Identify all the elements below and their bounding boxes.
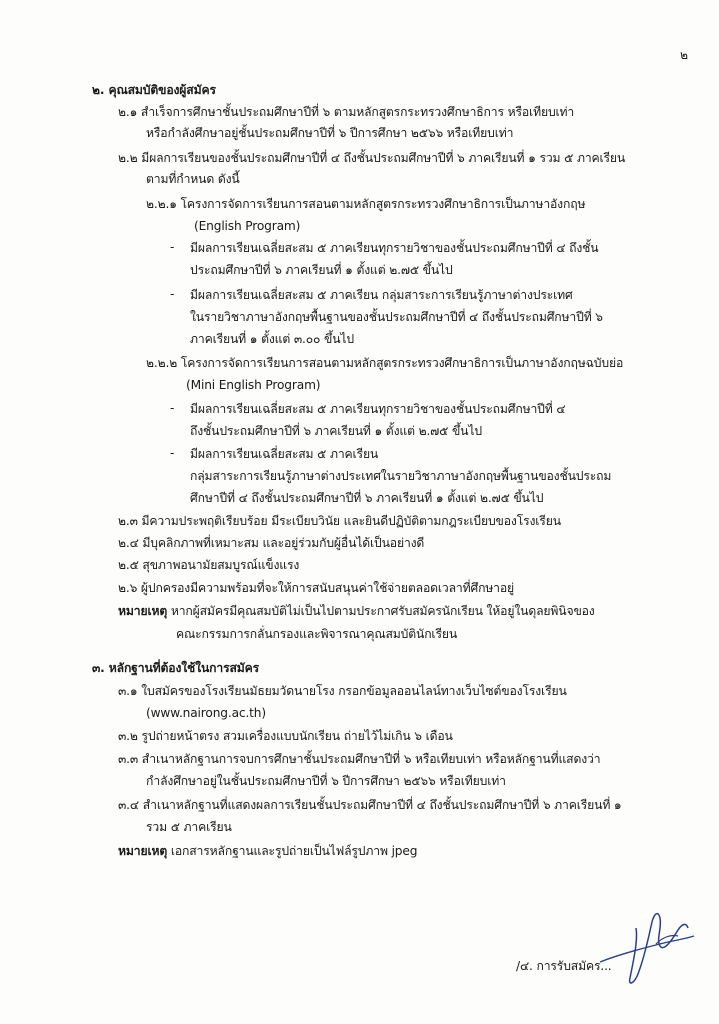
note-text: เอกสารหลักฐานและรูปถ่ายเป็นไฟล์รูปภาพ jpeg bbox=[167, 844, 418, 858]
note-text: หากผู้สมัครมีคุณสมบัติไม่เป็นไปตามประกาศรับสมัครนักเรียน ให้อยู่ในดุลยพินิจของ bbox=[167, 604, 595, 618]
section-3-note bbox=[118, 843, 417, 859]
item-2-2-line-2: ตามที่กำหนด ดังนี้ bbox=[146, 172, 240, 186]
item-3-1-line-2: (www.nairong.ac.th) bbox=[146, 706, 266, 720]
bullet-4-line-3: ศึกษาปีที่ ๔ ถึงชั้นประถมศึกษาปีที่ ๖ ภาคเรียนที่ ๑ ตั้งแต่ ๒.๗๕ ขึ้นไป bbox=[190, 491, 544, 505]
bullet-2-line-1: มีผลการเรียนเฉลี่ยสะสม ๕ ภาคเรียน กลุ่มสาระการเรียนรู้ภาษาต่างประเทศ bbox=[190, 288, 573, 302]
item-3-4-line-2: รวม ๕ ภาคเรียน bbox=[146, 820, 232, 834]
bullet-dash-icon: - bbox=[170, 401, 175, 415]
item-2-4: ๒.๔ มีบุคลิกภาพที่เหมาะสม และอยู่ร่วมกับผู้อื่นได้เป็นอย่างดี bbox=[118, 536, 425, 550]
bullet-dash-icon: - bbox=[170, 240, 175, 254]
page-number: ๒ bbox=[680, 48, 688, 62]
item-2-2-2-line-1: ๒.๒.๒ โครงการจัดการเรียนการสอนตามหลักสูตรกระทรวงศึกษาธิการเป็นภาษาอังกฤษฉบับย่อ bbox=[146, 356, 624, 370]
item-2-1-line-1: ๒.๑ สำเร็จการศึกษาชั้นประถมศึกษาปีที่ ๖ ตามหลักสูตรกระทรวงศึกษาธิการ หรือเทียบเท่า bbox=[118, 105, 575, 119]
bullet-3-line-2: ถึงชั้นประถมศึกษาปีที่ ๖ ภาคเรียนที่ ๑ ตั้งแต่ ๒.๗๕ ขึ้นไป bbox=[190, 424, 482, 438]
item-2-2-1-line-2: (English Program) bbox=[194, 219, 301, 233]
section-3-heading: ๓. หลักฐานที่ต้องใช้ในการสมัคร bbox=[92, 661, 260, 675]
item-2-5: ๒.๕ สุขภาพอนามัยสมบูรณ์แข็งแรง bbox=[118, 558, 300, 572]
bullet-1-line-1: มีผลการเรียนเฉลี่ยสะสม ๕ ภาคเรียนทุกรายวิชาของชั้นประถมศึกษาปีที่ ๔ ถึงชั้น bbox=[190, 241, 599, 255]
item-3-2: ๓.๒ รูปถ่ายหน้าตรง สวมเครื่องแบบนักเรียน ถ่ายไว้ไม่เกิน ๖ เดือน bbox=[118, 729, 453, 743]
item-2-2-2-line-2: (Mini English Program) bbox=[186, 378, 321, 392]
note-label: หมายเหตุ bbox=[118, 844, 168, 858]
item-3-4-line-1: ๓.๔ สำเนาหลักฐานที่แสดงผลการเรียนชั้นประถมศึกษาปีที่ ๔ ถึงชั้นประถมศึกษาปีที่ ๖ ภาคเรียนที่ ๑ bbox=[118, 798, 622, 812]
bullet-4-line-2: กลุ่มสาระการเรียนรู้ภาษาต่างประเทศในรายวิชาภาษาอังกฤษพื้นฐานของชั้นประถม bbox=[190, 469, 612, 483]
bullet-dash-icon: - bbox=[170, 287, 175, 301]
bullet-4-line-1: มีผลการเรียนเฉลี่ยสะสม ๕ ภาคเรียน bbox=[190, 447, 379, 461]
note-label: หมายเหตุ bbox=[118, 604, 168, 618]
item-2-2-1-line-1: ๒.๒.๑ โครงการจัดการเรียนการสอนตามหลักสูตรกระทรวงศึกษาธิการเป็นภาษาอังกฤษ bbox=[146, 197, 586, 211]
signature-icon bbox=[598, 900, 698, 990]
bullet-dash-icon: - bbox=[170, 446, 175, 460]
item-3-1-line-1: ๓.๑ ใบสมัครของโรงเรียนมัธยมวัดนายโรง กรอกข้อมูลออนไลน์ทางเว็บไซต์ของโรงเรียน bbox=[118, 684, 567, 698]
item-3-3-line-1: ๓.๓ สำเนาหลักฐานการจบการศึกษาชั้นประถมศึกษาปีที่ ๖ หรือเทียบเท่า หรือหลักฐานที่แสดงว่า bbox=[118, 752, 601, 766]
item-2-2-line-1: ๒.๒ มีผลการเรียนของชั้นประถมศึกษาปีที่ ๔ ถึงชั้นประถมศึกษาปีที่ ๖ ภาคเรียนที่ ๑ รวม ๕ ภาคเรียน bbox=[118, 151, 626, 165]
section-2-note bbox=[118, 603, 595, 619]
item-2-1-line-2: หรือกำลังศึกษาอยู่ชั้นประถมศึกษาปีที่ ๖ ปีการศึกษา ๒๕๖๖ หรือเทียบเท่า bbox=[146, 126, 514, 140]
item-2-6: ๒.๖ ผู้ปกครองมีความพร้อมที่จะให้การสนับสนุนค่าใช้จ่ายตลอดเวลาที่ศึกษาอยู่ bbox=[118, 581, 515, 595]
continue-text: /๔. การรับสมัคร... bbox=[516, 959, 612, 973]
item-2-3: ๒.๓ มีความประพฤติเรียบร้อย มีระเบียบวินัย และยินดีปฏิบัติตามกฎระเบียบของโรงเรียน bbox=[118, 514, 561, 528]
bullet-1-line-2: ประถมศึกษาปีที่ ๖ ภาคเรียนที่ ๑ ตั้งแต่ ๒.๗๕ ขึ้นไป bbox=[190, 263, 453, 277]
bullet-2-line-3: ภาคเรียนที่ ๑ ตั้งแต่ ๓.๐๐ ขึ้นไป bbox=[190, 332, 354, 346]
section-2-note-line-2: คณะกรรมการกลั่นกรองและพิจารณาคุณสมบัตินักเรียน bbox=[176, 627, 458, 641]
bullet-3-line-1: มีผลการเรียนเฉลี่ยสะสม ๕ ภาคเรียนทุกรายวิชาของชั้นประถมศึกษาปีที่ ๔ bbox=[190, 402, 566, 416]
bullet-2-line-2: ในรายวิชาภาษาอังกฤษพื้นฐานของชั้นประถมศึกษาปีที่ ๔ ถึงชั้นประถมศึกษาปีที่ ๖ bbox=[190, 310, 603, 324]
item-3-3-line-2: กำลังศึกษาอยู่ในชั้นประถมศึกษาปีที่ ๖ ปีการศึกษา ๒๕๖๖ หรือเทียบเท่า bbox=[146, 774, 506, 788]
section-2-heading: ๒. คุณสมบัติของผู้สมัคร bbox=[92, 83, 216, 97]
